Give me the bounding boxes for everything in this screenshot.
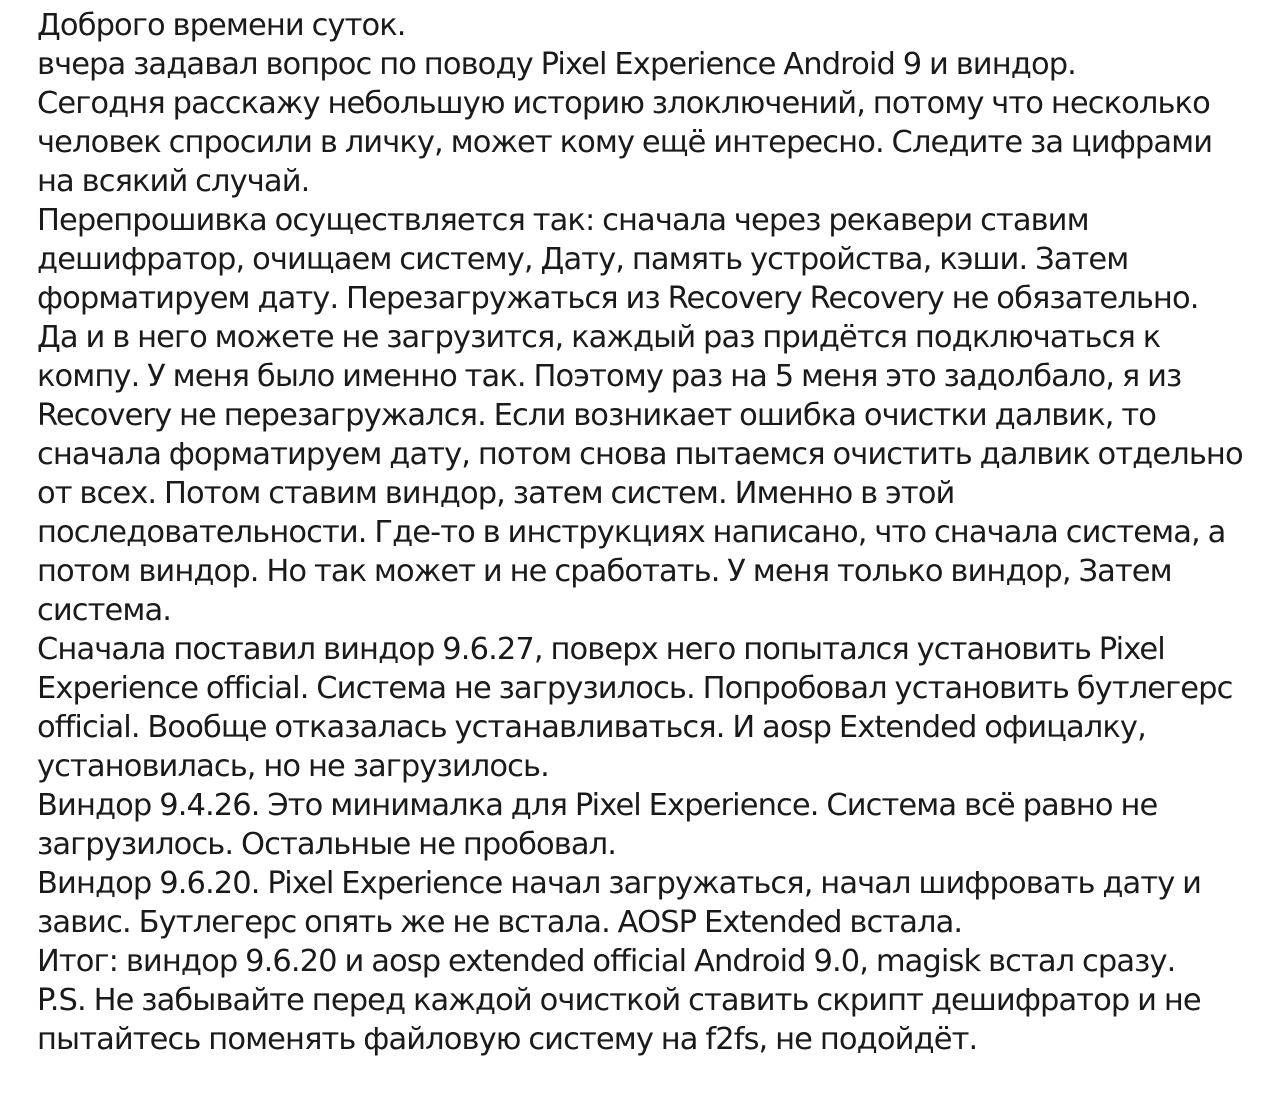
- postscript-paragraph: P.S. Не забывайте перед каждой очисткой ставить скрипт дешифратор и не пытайтесь поменять файловую систему на f2fs, не подойдёт.: [37, 983, 1201, 1057]
- vendor-9-6-27-paragraph: Сначала поставил виндор 9.6.27, поверх него попытался установить Pixel Experience official. Система не загрузилось. Попробовал установить бутлегерс official. Вообще отказалась устанавливаться. И aosp Extended офицалку, установилась, но не загрузилось.: [37, 632, 1233, 784]
- intro-paragraph: вчера задавал вопрос по поводу Pixel Experience Android 9 и виндор.: [37, 47, 1076, 82]
- result-paragraph: Итог: виндор 9.6.20 и aosp extended official Android 9.0, magisk встал сразу.: [37, 944, 1176, 979]
- post-text: [37, 6, 1247, 1059]
- vendor-9-4-26-paragraph: Виндор 9.4.26. Это минималка для Pixel Experience. Система всё равно не загрузилось. Остальные не пробовал.: [37, 788, 1158, 862]
- vendor-9-6-20-paragraph: Виндор 9.6.20. Pixel Experience начал загружаться, начал шифровать дату и завис. Бутлегерс опять же не встала. AOSP Extended встала.: [37, 866, 1202, 940]
- greeting-paragraph: Доброго времени суток.: [37, 8, 406, 43]
- flashing-procedure-paragraph: Перепрошивка осуществляется так: сначала через рекавери ставим дешифратор, очищаем систему, Дату, память устройства, кэши. Затем форматируем дату. Перезагружаться из Recovery Recovery не обязательно. Да и в него можете не загрузится, каждый раз придётся подключаться к компу. У меня было именно так. Поэтому раз на 5 меня это задолбало, я из Recovery не перезагружался. Если возникает ошибка очистки далвик, то сначала форматируем дату, потом снова пытаемся очистить далвик отдельно от всех. Потом ставим виндор, затем систем. Именно в этой последовательности. Где-то в инструкциях написано, что сначала система, а потом виндор. Но так может и не сработать. У меня только виндор, Затем система.: [37, 203, 1243, 628]
- story-intro-paragraph: Сегодня расскажу небольшую историю злоключений, потому что несколько человек спросили в личку, может кому ещё интересно. Следите за цифрами на всякий случай.: [37, 86, 1213, 199]
